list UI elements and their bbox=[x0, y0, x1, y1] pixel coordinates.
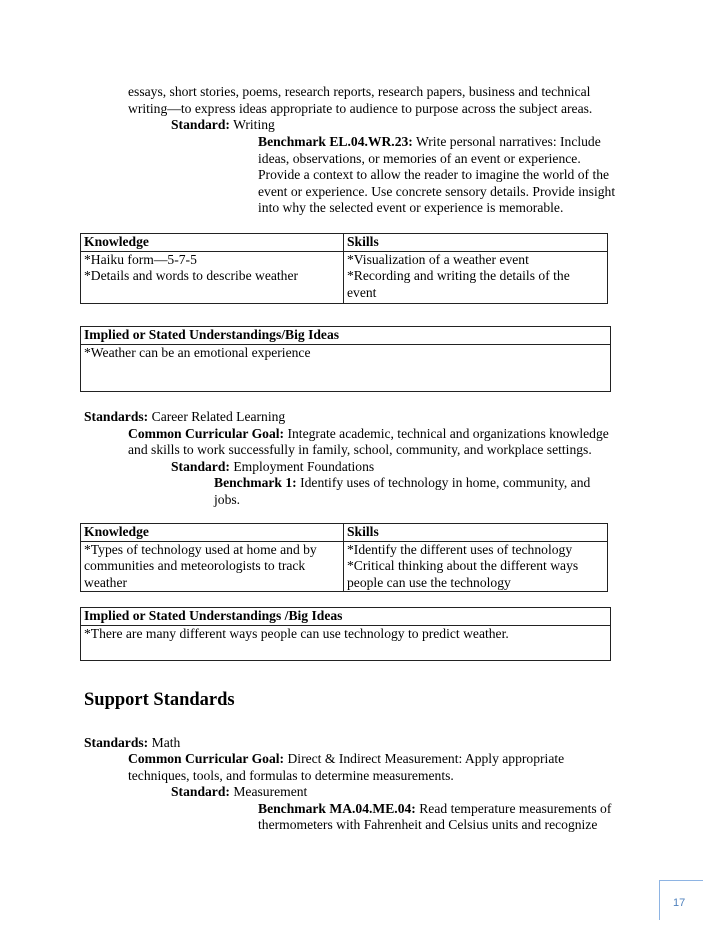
intro-line-1: essays, short stories, poems, research reports, research papers, business and technical bbox=[128, 84, 591, 99]
knowledge-item: communities and meteorologists to track bbox=[84, 558, 306, 573]
knowledge-cell bbox=[81, 251, 344, 303]
support-benchmark-line-1 bbox=[258, 801, 611, 818]
page-number: 17 bbox=[673, 897, 686, 909]
big-ideas-header: Implied or Stated Understandings /Big Ideas bbox=[81, 608, 611, 626]
skills-item: event bbox=[347, 284, 377, 300]
intro-line-2: writing—to express ideas appropriate to audience to purpose across the subject areas. bbox=[128, 101, 593, 116]
intro-benchmark-line-5: into why the selected event or experience is memorable. bbox=[258, 200, 564, 215]
benchmark-label: Benchmark MA.04.ME.04: bbox=[258, 801, 416, 816]
knowledge-cell bbox=[81, 541, 344, 592]
knowledge-item: *Types of technology used at home and by bbox=[84, 541, 317, 557]
benchmark-text: Read temperature measurements of bbox=[419, 801, 612, 816]
knowledge-header: Knowledge bbox=[81, 234, 344, 252]
intro-benchmark-line-3: Provide a context to allow the reader to imagine the world of the bbox=[258, 167, 610, 182]
skills-cell bbox=[344, 541, 608, 592]
knowledge-item: *Haiku form—5-7-5 bbox=[84, 251, 197, 267]
career-standards bbox=[84, 409, 285, 426]
goal-text: Integrate academic, technical and organizations knowledge bbox=[287, 426, 609, 441]
support-goal-line-1 bbox=[128, 751, 564, 768]
benchmark-text: Identify uses of technology in home, community, and bbox=[300, 475, 591, 490]
intro-standard bbox=[171, 117, 275, 134]
career-benchmark-line-2: jobs. bbox=[214, 492, 241, 507]
big-ideas-text: *Weather can be an emotional experience bbox=[81, 344, 611, 391]
knowledge-header: Knowledge bbox=[81, 524, 344, 542]
standard-label: Standard: bbox=[171, 117, 230, 132]
support-benchmark-line-2: thermometers with Fahrenheit and Celsius units and recognize bbox=[258, 817, 598, 832]
skills-item: *Recording and writing the details of the bbox=[347, 268, 570, 283]
skills-item: *Identify the different uses of technology bbox=[347, 541, 573, 557]
skills-header: Skills bbox=[344, 234, 608, 252]
knowledge-skills-table-2 bbox=[80, 523, 608, 592]
skills-item: *Critical thinking about the different ways bbox=[347, 558, 579, 573]
skills-header: Skills bbox=[344, 524, 608, 542]
standards-label: Standards: bbox=[84, 735, 149, 750]
knowledge-skills-table-1 bbox=[80, 233, 608, 304]
standard-value: Employment Foundations bbox=[233, 459, 375, 474]
support-standards-heading: Support Standards bbox=[84, 690, 235, 710]
standards-value: Math bbox=[151, 735, 181, 750]
career-goal-line-2: and skills to work successfully in family, school, community, and workplace settings. bbox=[128, 442, 592, 457]
big-ideas-header: Implied or Stated Understandings/Big Ideas bbox=[81, 327, 611, 345]
skills-cell bbox=[344, 251, 608, 303]
standards-value: Career Related Learning bbox=[151, 409, 286, 424]
intro-benchmark-line-1 bbox=[258, 134, 601, 151]
intro-benchmark-line-4: event or experience. Use concrete sensory details. Provide insight bbox=[258, 184, 616, 199]
benchmark-label: Benchmark 1: bbox=[214, 475, 297, 490]
goal-label: Common Curricular Goal: bbox=[128, 751, 285, 766]
big-ideas-text: *There are many different ways people can use technology to predict weather. bbox=[81, 625, 611, 660]
support-goal-line-2: techniques, tools, and formulas to determine measurements. bbox=[128, 768, 454, 783]
knowledge-item: *Details and words to describe weather bbox=[84, 268, 299, 283]
standard-value: Writing bbox=[233, 117, 275, 132]
career-goal-line-1 bbox=[128, 426, 609, 443]
benchmark-label: Benchmark EL.04.WR.23: bbox=[258, 134, 413, 149]
career-standard bbox=[171, 459, 374, 476]
benchmark-text: Write personal narratives: Include bbox=[415, 134, 601, 149]
goal-label: Common Curricular Goal: bbox=[128, 426, 285, 441]
big-ideas-table-2 bbox=[80, 607, 611, 661]
big-ideas-table-1 bbox=[80, 326, 611, 392]
career-benchmark-line-1 bbox=[214, 475, 590, 492]
support-standards bbox=[84, 735, 180, 752]
knowledge-item: weather bbox=[84, 574, 128, 590]
goal-text: Direct & Indirect Measurement: Apply appropriate bbox=[287, 751, 565, 766]
skills-item: people can use the technology bbox=[347, 574, 511, 590]
skills-item: *Visualization of a weather event bbox=[347, 251, 529, 267]
standards-label: Standards: bbox=[84, 409, 149, 424]
standard-label: Standard: bbox=[171, 459, 230, 474]
intro-benchmark-line-2: ideas, observations, or memories of an event or experience. bbox=[258, 151, 581, 166]
standard-label: Standard: bbox=[171, 784, 230, 799]
support-standard bbox=[171, 784, 307, 801]
standard-value: Measurement bbox=[233, 784, 308, 799]
